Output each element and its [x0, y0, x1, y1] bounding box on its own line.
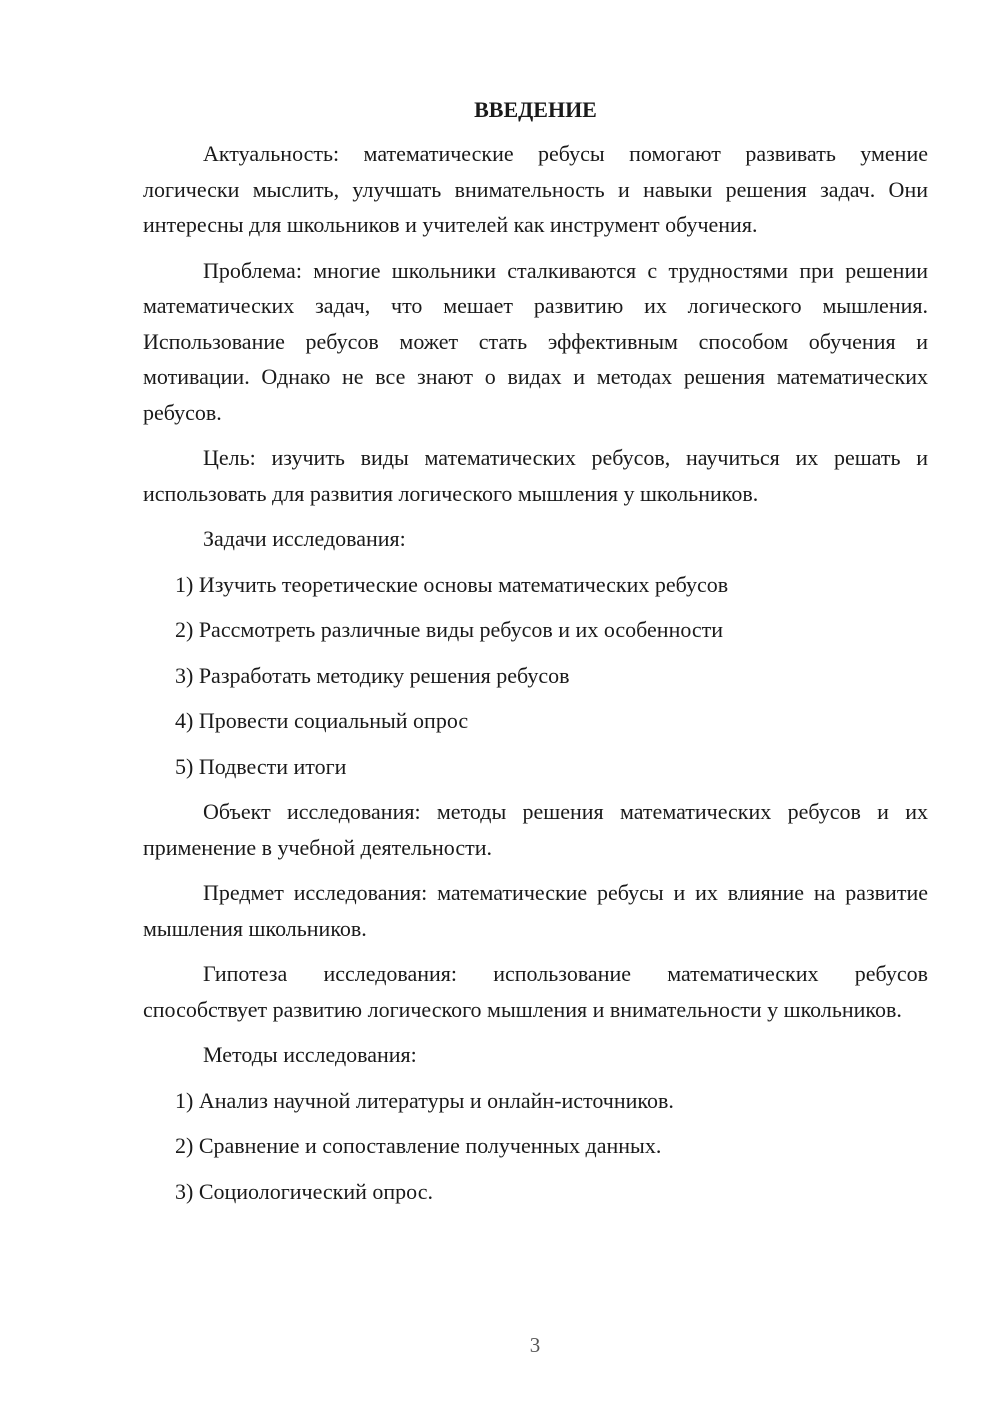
section-heading: ВВЕДЕНИЕ [474, 97, 597, 122]
list-item: 1) Анализ научной литературы и онлайн-источников. [175, 1087, 674, 1113]
tasks-list [143, 567, 928, 785]
methods-list [143, 1083, 928, 1210]
list-item: 3) Социологический опрос. [175, 1178, 433, 1204]
hypothesis-paragraph: Гипотеза исследования: использование математических ребусов способствует развитию логического мышления и внимательности у школьников. [143, 961, 928, 1022]
list-item: 3) Разработать методику решения ребусов [175, 662, 570, 688]
relevance-paragraph: Актуальность: математические ребусы помогают развивать умение логически мыслить, улучшать внимательность и навыки решения задач. Они интересны для школьников и учителей как инструмент обучения. [143, 141, 928, 237]
methods-label: Методы исследования: [203, 1042, 417, 1067]
list-item: 2) Рассмотреть различные виды ребусов и их особенности [175, 617, 724, 642]
goal-paragraph: Цель: изучить виды математических ребусов, научиться их решать и использовать для развития логического мышления у школьников. [143, 445, 928, 506]
list-item: 1) Изучить теоретические основы математических ребусов [175, 571, 729, 597]
tasks-label: Задачи исследования: [203, 526, 406, 551]
subject-paragraph: Предмет исследования: математические ребусы и их влияние на развитие мышления школьников. [143, 880, 928, 941]
document-page [143, 94, 928, 1219]
problem-paragraph: Проблема: многие школьники сталкиваются с трудностями при решении математических задач, что мешает развитию их логического мышления. Использование ребусов может стать эффективным способом обучения и мотивации. Однако не все знают о видах и методах решения математических ребусов. [143, 257, 928, 425]
object-paragraph: Объект исследования: методы решения математических ребусов и их применение в учебной деятельности. [143, 799, 928, 860]
page-number: 3 [529, 1333, 541, 1357]
list-item: 4) Провести социальный опрос [175, 708, 469, 733]
list-item: 2) Сравнение и сопоставление полученных данных. [175, 1133, 662, 1158]
list-item: 5) Подвести итоги [175, 753, 347, 779]
